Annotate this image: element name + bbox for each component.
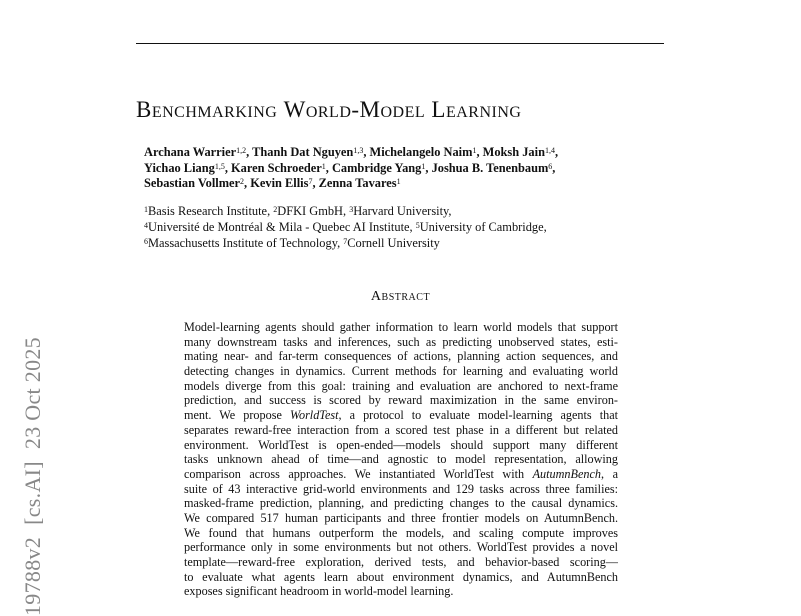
worldtest-term: WorldTest — [289, 408, 339, 423]
abstract-line: Model-learning agents should gather information to learn world models that support — [184, 320, 618, 334]
arxiv-stamp — [20, 325, 46, 616]
abstract-line: exposes significant headroom in world-model learning. — [184, 584, 454, 599]
affiliation-line: $^4$Université de Montréal & Mila - Quebec AI Institute, $^5$University of Cambridge, — [144, 219, 547, 234]
paper-title: Benchmarking World-Model Learning — [136, 97, 522, 122]
affiliation-name: Cornell University — [347, 235, 440, 250]
abstract-line: detecting changes in dynamics. Current methods for learning and evaluating world — [184, 364, 618, 379]
abstract-line: We found that humans outperform the models, and scaling compute improves — [184, 525, 618, 540]
abstract-line: many downstream tasks and inferences, such as predicting unobserved states, esti- — [184, 334, 618, 349]
affiliation-line: $^6$Massachusetts Institute of Technology, $^7$Cornell University — [144, 235, 440, 250]
abstract-body — [184, 320, 618, 599]
author-name: Sebastian Vollmer — [144, 176, 241, 191]
author-affiliation-mark: 2 — [240, 177, 245, 187]
affiliation-name: Harvard University — [353, 204, 449, 218]
author-affiliation-mark: 1,4 — [544, 146, 555, 155]
abstract-line: tasks unknown ahead of time—and agnostic to model representation, allowing — [184, 452, 618, 467]
affiliation-line: $^1$Basis Research Institute, $^2$DFKI GmbH, $^3$Harvard University, — [144, 204, 452, 218]
author-name: Archana Warrier — [144, 145, 237, 159]
abstract-line: environment. WorldTest is open-ended—models should support many different — [184, 437, 618, 452]
affiliation-name: Université de Montréal & Mila - Quebec AI Institute — [148, 219, 410, 234]
abstract-line: We compared 517 human participants and three frontier models on AutumnBench. — [184, 510, 618, 525]
top-rule — [136, 43, 664, 44]
author-name: Yichao Liang — [144, 160, 215, 175]
arxiv-date: 23 Oct 2025 — [20, 337, 45, 450]
author-name: Karen Schroeder — [231, 160, 322, 175]
author-affiliation-mark: 1 — [321, 161, 326, 171]
affiliation-number: 6 — [144, 236, 148, 246]
affiliation-number: 1 — [144, 205, 148, 214]
affiliation-name: Basis Research Institute — [148, 204, 268, 218]
abstract-line: comparison across approaches. We instantiated WorldTest with AutumnBench, a — [184, 466, 618, 481]
abstract-line: ment. We propose WorldTest, a protocol to evaluate model-learning agents that — [184, 408, 618, 423]
affiliation-name: University of Cambridge — [419, 219, 544, 234]
author-list — [144, 145, 664, 192]
author-line: Sebastian Vollmer$^2$, Kevin Ellis$^7$, Zenna Tavares$^1$ — [144, 176, 401, 191]
affiliation-number: 3 — [349, 205, 354, 214]
author-affiliation-mark: 1,2 — [236, 146, 247, 155]
author-name: Moksh Jain — [482, 145, 545, 159]
abstract-line: suite of 43 interactive grid-world environments and 129 tasks across three families: — [184, 481, 618, 496]
author-affiliation-mark: 1 — [421, 161, 426, 171]
affiliation-number: 2 — [273, 205, 278, 214]
affiliation-name: DFKI GmbH — [277, 204, 344, 218]
affiliation-number: 5 — [415, 220, 420, 230]
affiliation-list — [144, 204, 664, 251]
author-name: Cambridge Yang — [331, 160, 422, 175]
autumnbench-term: AutumnBench — [532, 466, 601, 481]
author-affiliation-mark: 1,3 — [353, 146, 364, 155]
abstract-heading: Abstract — [370, 289, 431, 304]
author-affiliation-mark: 7 — [308, 177, 313, 187]
abstract-line: template—reward-free exploration, derived tests, and behavior-based scoring— — [184, 555, 618, 569]
abstract-line: to evaluate what agents learn about environment dynamics, and AutumnBench — [184, 569, 618, 584]
arxiv-id: 19788v2 — [20, 536, 45, 616]
arxiv-category: [cs.AI] — [20, 461, 45, 525]
abstract-line: performance only in some environments but not others. WorldTest provides a novel — [184, 540, 618, 555]
abstract-line: models diverge from this goal: training and evaluation are anchored to next-frame — [184, 378, 618, 393]
affiliation-number: 4 — [144, 220, 148, 230]
author-name: Michelangelo Naim — [369, 145, 473, 159]
affiliation-number: 7 — [343, 236, 348, 246]
abstract-line: masked-frame prediction, planning, and predicting changes to the causal dynamics. — [184, 496, 618, 511]
author-line: Archana Warrier$^{1,2}$, Thanh Dat Nguyen$^{1,3}$, Michelangelo Naim$^1$, Moksh Jain$^{1,4}$, — [144, 145, 559, 159]
author-line: Yichao Liang$^{1,5}$, Karen Schroeder$^1$, Cambridge Yang$^1$, Joshua B. Tenenbaum$^6$, — [144, 160, 556, 175]
abstract-line: mating near- and far-term consequences of actions, planning action sequences, and — [184, 349, 618, 364]
author-affiliation-mark: 1,5 — [214, 161, 225, 171]
author-name: Joshua B. Tenenbaum — [431, 160, 549, 175]
abstract-line: separates reward-free interaction from a scored test phase in a different but related — [184, 422, 618, 437]
author-affiliation-mark: 6 — [548, 161, 553, 171]
author-affiliation-mark: 1 — [472, 146, 477, 155]
author-name: Zenna Tavares — [318, 176, 397, 191]
affiliation-name: Massachusetts Institute of Technology — [148, 235, 338, 250]
author-name: Kevin Ellis — [250, 176, 309, 191]
abstract-line: prediction, and success is scored by reward maximization in the same environ- — [184, 393, 618, 408]
author-affiliation-mark: 1 — [396, 177, 401, 187]
author-name: Thanh Dat Nguyen — [252, 145, 354, 159]
